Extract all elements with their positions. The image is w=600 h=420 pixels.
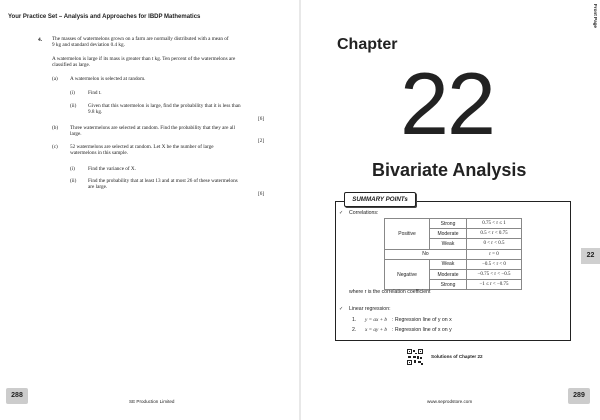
part-c-text — [70, 144, 214, 156]
check-icon: ✓ — [339, 306, 344, 312]
part-a-i-label: (i) — [70, 90, 75, 96]
solutions-label[interactable]: Solutions of Chapter 22 — [431, 354, 483, 359]
mark-c: [6] — [258, 191, 265, 197]
range-value: 0.75 < r ≤ 1 — [467, 219, 522, 229]
no-correlation-label: No — [385, 249, 467, 259]
range-value: 0.5 < r < 0.75 — [467, 229, 522, 239]
check-icon: ✓ — [339, 210, 344, 216]
reg-equation: x = ay + b — [365, 327, 387, 333]
c-ii-line: are large. — [88, 184, 108, 191]
question-intro — [52, 36, 229, 48]
part-c-i-text: Find the variance of X. — [88, 166, 136, 172]
condition-line: classified as large. — [52, 62, 91, 69]
summary-points-label: SUMMARY POINTs — [344, 192, 416, 207]
strength-label: Moderate — [430, 229, 467, 239]
reg-number: 2. — [352, 327, 357, 333]
part-a-text: A watermelon is selected at random. — [70, 76, 146, 82]
b-line: large. — [70, 131, 82, 138]
correlation-table — [384, 218, 522, 290]
mark-a: [6] — [258, 116, 265, 122]
c-ii-line: Find the probability that at least 13 and at most 26 of these watermelons — [88, 178, 238, 184]
where-text: where r is the correlation coefficient — [349, 289, 431, 295]
left-footer: SE Production Limited — [129, 399, 175, 404]
strength-label: Strong — [430, 280, 467, 290]
question-number: 4. — [38, 37, 43, 43]
book-spine — [299, 0, 301, 420]
b-line: Three watermelons are selected at random. Find the probability that they are all — [70, 125, 235, 131]
part-c-label: (c) — [52, 144, 58, 150]
part-b-label: (b) — [52, 125, 59, 131]
left-page-number: 288 — [6, 388, 28, 404]
qr-code-icon[interactable] — [406, 348, 424, 366]
part-b-text — [70, 125, 235, 137]
reg-text: : Regression line of x on y — [392, 327, 452, 333]
table-row — [385, 219, 522, 229]
part-c-i-label: (i) — [70, 166, 75, 172]
chapter-number: 22 — [400, 54, 494, 153]
negative-label: Negative — [385, 259, 430, 290]
strength-label: Moderate — [430, 269, 467, 279]
right-footer: www.seprodstore.com — [427, 399, 473, 404]
chapter-title: Bivariate Analysis — [372, 160, 527, 180]
strength-label: Weak — [430, 239, 467, 249]
condition-line: A watermelon is large if its mass is greater than t kg. Ten percent of the watermelons are — [52, 56, 236, 62]
mark-b: [2] — [258, 138, 265, 144]
range-value: −1 ≤ r < −0.75 — [467, 280, 522, 290]
right-page-number: 289 — [568, 388, 590, 404]
chapter-side-tab: 22 — [581, 248, 600, 264]
front-page-label: Front Page — [593, 4, 598, 28]
range-value: r = 0 — [467, 249, 522, 259]
part-a-ii-label: (ii) — [70, 103, 77, 109]
reg-equation: y = ax + b — [365, 317, 387, 323]
c-line: watermelons in this sample. — [70, 150, 128, 157]
correlations-label: Correlations: — [349, 210, 379, 216]
table-row — [385, 249, 522, 259]
part-c-ii-label: (ii) — [70, 178, 77, 184]
reg-text: : Regression line of y on x — [392, 317, 452, 323]
intro-line: 9 kg and standard deviation 0.4 kg. — [52, 42, 125, 49]
strength-label: Strong — [430, 219, 467, 229]
range-value: −0.5 < r < 0 — [467, 259, 522, 269]
range-value: 0 < r < 0.5 — [467, 239, 522, 249]
reg-number: 1. — [352, 317, 357, 323]
chapter-label: Chapter — [337, 36, 398, 53]
positive-label: Positive — [385, 219, 430, 250]
table-row — [385, 259, 522, 269]
page-header: Your Practice Set – Analysis and Approaches for IBDP Mathematics — [8, 14, 201, 20]
linear-regression-label: Linear regression: — [349, 306, 391, 312]
part-c-ii-text — [88, 178, 238, 190]
c-line: 52 watermelons are selected at random. Let X be the number of large — [70, 144, 214, 150]
question-condition — [52, 56, 235, 68]
part-a-i-text: Find t. — [88, 90, 102, 96]
a-ii-line: Given that this watermelon is large, find the probability that it is less than — [88, 103, 241, 109]
part-a-ii-text — [88, 103, 241, 115]
part-a-label: (a) — [52, 76, 58, 82]
a-ii-line: 9.8 kg. — [88, 109, 103, 116]
range-value: −0.75 < r < −0.5 — [467, 269, 522, 279]
intro-line: The masses of watermelons grown on a farm are normally distributed with a mean of — [52, 36, 229, 42]
strength-label: Weak — [430, 259, 467, 269]
